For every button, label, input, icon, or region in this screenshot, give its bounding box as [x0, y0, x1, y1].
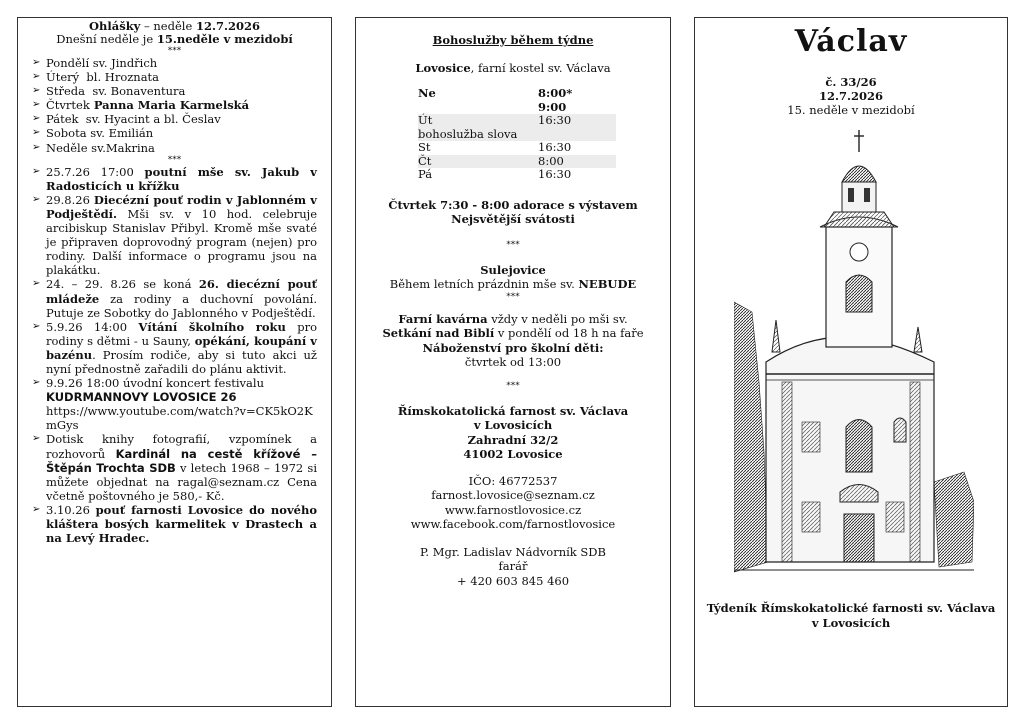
sulejovice-bold: NEBUDE: [578, 277, 637, 291]
schedule-row: [418, 141, 616, 155]
day-name: Pondělí: [46, 56, 90, 70]
schedule-time-text: 8:00*: [538, 86, 573, 100]
news-item: [32, 277, 317, 319]
arrow-bullet-icon: ➢: [32, 377, 41, 389]
separator: ***: [506, 239, 520, 250]
phone-number: + 420 603 845 460: [456, 573, 570, 588]
arrow-bullet-icon: ➢: [32, 278, 41, 290]
facebook-link[interactable]: www.facebook.com/farnostlovosice: [410, 517, 616, 531]
website-link[interactable]: www.farnostlovosice.cz: [444, 502, 582, 517]
address-line: Římskokatolická farnost sv. Václava: [397, 403, 629, 418]
saint-name: Panna Maria Karmelská: [89, 98, 250, 113]
cafe-text: vždy v neděli po mši sv.: [487, 311, 628, 326]
schedule-time: [538, 101, 616, 115]
news-bold: Vítání školního roku: [138, 319, 286, 334]
priest-name: P. Mgr. Ladislav Nádvorník SDB: [420, 544, 606, 559]
announcements-title: Ohlášky: [89, 19, 141, 33]
church-illustration-icon: [734, 122, 974, 576]
adoration-line-2: Nejsvětější svátosti: [451, 212, 575, 226]
schedule-row: [418, 101, 616, 115]
news-bold: pouť farnosti Lovosice do nového kláštera bosých karmelitek v Drastech a na Levý Hradec.: [46, 502, 317, 546]
day-name: Úterý: [46, 70, 80, 85]
schedule-day: [418, 128, 538, 142]
schedule-time: [538, 87, 616, 101]
news-bold: opékání, koupání v bazénu: [46, 333, 317, 362]
today-sunday: 15.neděle v mezidobí: [156, 32, 293, 46]
today-prefix: Dnešní neděle je: [56, 32, 157, 46]
place-rest: , farní kostel sv. Václava: [470, 60, 611, 75]
schedule-time: [538, 114, 616, 128]
schedule-day-text: St: [418, 140, 431, 154]
place-name: Lovosice: [415, 60, 471, 75]
news-text: . Prosím rodiče, aby si tuto akci už nyní přednostně zařadili do plánu aktivit.: [46, 347, 317, 376]
arrow-bullet-icon: ➢: [32, 99, 41, 111]
day-name: Pátek: [46, 112, 79, 127]
schedule-day: [418, 141, 538, 155]
schedule-day-text: Ne: [418, 86, 436, 100]
schedule-time: [538, 141, 616, 155]
header-sep: – neděle: [140, 19, 196, 33]
day-item: [32, 126, 317, 140]
news-text: 25.7.26 17:00: [46, 164, 145, 179]
news-bold: KUDRMANNOVY LOVOSICE 26: [46, 390, 237, 405]
news-item: [32, 503, 317, 545]
day-item: [32, 70, 317, 84]
arrow-bullet-icon: ➢: [32, 57, 41, 68]
schedule-day: [418, 168, 538, 182]
email-link[interactable]: farnost.lovosice@seznam.cz: [431, 488, 595, 502]
schedule-row: [418, 128, 616, 142]
priest-info: [356, 545, 670, 589]
day-name: Sobota: [46, 126, 87, 141]
schedule-time-text: 16:30: [538, 113, 572, 127]
address-line: 41002 Lovosice: [463, 447, 563, 461]
footer-line-2: v Lovosicích: [811, 615, 891, 630]
schedule-day-text: Čt: [418, 153, 432, 168]
saint-name: sv. Hyacint a bl. Česlav: [78, 112, 221, 127]
schedule-day: [418, 101, 538, 115]
youtube-link[interactable]: https://www.youtube.com/watch?v=CK5kO2KmGys: [46, 404, 313, 433]
day-item: [32, 84, 317, 98]
arrow-bullet-icon: ➢: [32, 320, 41, 332]
announcements-panel: [17, 17, 332, 707]
schedule-time-text: 8:00: [538, 153, 564, 168]
news-text: Mši sv. v 10 hod. celebruje arcibiskup Stanislav Přibyl. Kromě mše svaté je připraven doprovodný program (nejen) pro rodiny. Další informace o programu jsou na plakátku.: [46, 206, 317, 278]
schedule-time-text: 9:00: [538, 99, 567, 114]
sulejovice-text: Během letních prázdnin mše sv.: [389, 277, 579, 291]
news-bold: Diecézní pouť rodin v Jablonném v Podještědí.: [46, 192, 317, 221]
schedule-time-text: 16:30: [538, 140, 572, 154]
schedule-time: [538, 155, 616, 169]
day-name: Neděle: [46, 140, 88, 155]
news-text: Dotisk knihy fotografií, vzpomínek a rozhovorů: [46, 432, 317, 461]
religion-title: Náboženství pro školní děti:: [422, 340, 604, 355]
news-bold: poutní mše sv. Jakub v Radosticích u křížku: [46, 164, 317, 193]
news-item: [32, 320, 317, 376]
news-text: v letech 1968 – 1972 si můžete objednat na ragal@seznam.cz Cena včetně poštovného je 580,- Kč.: [46, 460, 317, 503]
services-title: Bohoslužby během týdne: [432, 33, 594, 47]
issue-date: 12.7.2026: [818, 89, 884, 103]
news-text: 24. – 29. 8.26 se koná: [46, 277, 199, 292]
arrow-bullet-icon: ➢: [32, 71, 41, 83]
bulletin-title: Václav: [794, 24, 908, 59]
schedule-day-text: bohoslužba slova: [418, 126, 518, 141]
news-text: 9.9.26 18:00 úvodní koncert festivalu: [46, 376, 264, 391]
separator: ***: [167, 46, 182, 56]
schedule-row: [418, 155, 616, 169]
header-date: 12.7.2026: [195, 19, 260, 33]
saint-name: sv. Emilián: [86, 126, 154, 141]
arrow-bullet-icon: ➢: [32, 503, 41, 515]
news-text: 3.10.26: [46, 502, 96, 517]
news-list: [32, 165, 317, 546]
schedule-day-text: Út: [418, 113, 433, 127]
sulejovice-title: Sulejovice: [480, 262, 546, 277]
arrow-bullet-icon: ➢: [32, 85, 41, 97]
arrow-bullet-icon: ➢: [32, 141, 41, 153]
news-item: [32, 193, 317, 278]
news-item: [32, 165, 317, 193]
bible-text: v pondělí od 18 h na faře: [494, 326, 644, 340]
arrow-bullet-icon: ➢: [32, 165, 41, 177]
schedule-table: [418, 87, 616, 182]
news-bold: 26. diecézní pouť mládeže: [46, 277, 317, 306]
news-text: za rodiny a duchovní povolání. Putuje ze Sobotky do Jablonného v Podještědí.: [46, 291, 317, 320]
separator: ***: [506, 380, 520, 391]
schedule-day: [418, 155, 538, 169]
saint-name: sv. Jindřich: [89, 56, 158, 70]
arrow-bullet-icon: ➢: [32, 113, 41, 125]
saint-name: sv.Makrina: [87, 140, 155, 155]
day-item: [32, 112, 317, 126]
day-name: Středa: [46, 84, 86, 99]
news-text: 5.9.26 14:00: [46, 319, 139, 334]
sunday-name: 15. neděle v mezidobí: [787, 103, 915, 117]
day-item: [32, 141, 317, 155]
news-text: 29.8.26: [46, 192, 94, 207]
schedule-day: [418, 114, 538, 128]
schedule-row: [418, 114, 616, 128]
day-name: Čtvrtek: [46, 98, 90, 113]
today-line: [32, 33, 317, 46]
news-item: [32, 432, 317, 502]
schedule-day: [418, 87, 538, 101]
separator: ***: [506, 291, 520, 302]
bible-title: Setkání nad Biblí: [382, 326, 495, 340]
schedule-row: [418, 87, 616, 101]
news-text: pro rodiny s dětmi - u Sauny,: [46, 319, 317, 348]
address-line: Zahradní 32/2: [467, 432, 559, 447]
ico: IČO: 46772537: [468, 473, 558, 488]
news-bold: Kardinál na cestě křížové – Štěpán Trochta SDB: [46, 446, 317, 475]
news-item: [32, 376, 317, 432]
saint-name: bl. Hroznata: [79, 70, 160, 85]
days-list: [32, 56, 317, 155]
arrow-bullet-icon: ➢: [32, 433, 41, 445]
religion-text: čtvrtek od 13:00: [464, 355, 562, 369]
priest-role: farář: [498, 559, 528, 573]
schedule-day-text: Pá: [418, 167, 433, 181]
address-line: v Lovosicích: [473, 418, 553, 432]
adoration-line: Čtvrtek 7:30 - 8:00 adorace s výstavem: [388, 197, 638, 212]
cafe-title: Farní kavárna: [398, 311, 488, 326]
contacts: [356, 474, 670, 532]
schedule-time: [538, 128, 616, 142]
schedule-row: [418, 168, 616, 182]
parish-address: [356, 404, 670, 462]
arrow-bullet-icon: ➢: [32, 127, 41, 139]
issue-number: č. 33/26: [825, 75, 877, 89]
services-panel: [355, 17, 671, 707]
saint-name: sv. Bonaventura: [85, 84, 186, 99]
schedule-time: [538, 168, 616, 182]
footer-line: Týdeník Římskokatolické farnosti sv. Václava: [706, 601, 996, 615]
separator: ***: [167, 154, 182, 165]
day-item: [32, 56, 317, 70]
day-item: [32, 98, 317, 112]
cover-panel: [694, 17, 1008, 707]
arrow-bullet-icon: ➢: [32, 193, 41, 205]
schedule-time-text: 16:30: [538, 167, 572, 181]
